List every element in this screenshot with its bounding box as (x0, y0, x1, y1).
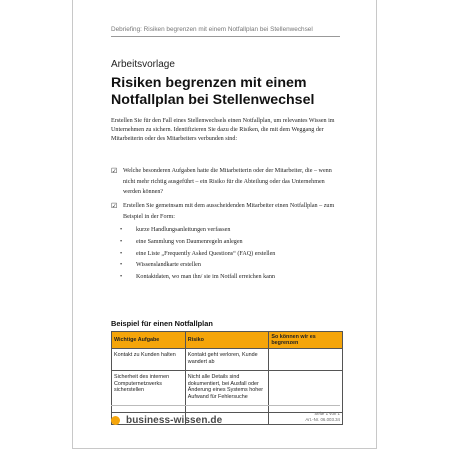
bullet-item (111, 260, 341, 272)
bullet-text: eine Sammlung von Daumenregeln anlegen (136, 238, 243, 245)
bullet-icon: • (120, 238, 123, 245)
bullet-icon: • (120, 250, 123, 257)
logo-dot-icon (111, 416, 120, 425)
table-cell (269, 349, 343, 371)
logo-text: business-wissen.de (126, 414, 223, 426)
page-info (305, 411, 340, 423)
bullet-text: kurze Handlungsanleitungen verfassen (136, 227, 231, 233)
checkbox-checked-icon: ☑ (111, 202, 118, 210)
checkbox-checked-icon: ☑ (111, 167, 118, 175)
bullet-item (111, 237, 341, 249)
table-cell: Sicherheit des internen Computernetzwerks sicherstellen (112, 371, 186, 413)
bullet-text: Kontaktdaten, wo man ihn/ sie im Notfall erreichen kann (136, 274, 275, 281)
bullet-item (111, 272, 341, 284)
check-item-text: Erstellen Sie gemeinsam mit dem ausscheidenden Mitarbeiter einen Notfallplan – zum Beispiel in der Form: (123, 203, 335, 220)
table-header-cell: So können wir es begrenzen (269, 332, 343, 349)
table-row (112, 349, 343, 371)
intro-text: Erstellen Sie für den Fall eines Stellenwechsels einen Notfallplan, um relevantes Wissen im Unternehmen zu sichern. Identifizieren Sie dazu die Risiken, die mit dem Weggang der Mitarbeiterin oder des Mitarbeiters verbunden sind: (111, 118, 335, 143)
document-page (72, 0, 377, 449)
table-row (112, 371, 343, 413)
bullet-item (111, 225, 341, 237)
brand-logo (111, 412, 222, 428)
check-item (111, 201, 341, 222)
bullet-list (111, 225, 341, 284)
page-number: Seite 1 von 1 (314, 411, 340, 416)
table-header-cell: Wichtige Aufgabe (112, 332, 186, 349)
table-header-cell: Risiko (185, 332, 269, 349)
table-cell: Nicht alle Details sind dokumentiert, bei Ausfall oder Änderung eines Systems hoher Aufwand für Fehlersuche (185, 371, 269, 413)
running-header: Debriefing: Risiken begrenzen mit einem Notfallplan bei Stellenwechsel (111, 26, 313, 33)
header-divider (111, 36, 340, 37)
check-item-text: Welche besonderen Aufgaben hatte die Mitarbeiterin oder der Mitarbeiter, die – wenn nicht mehr richtig ausgeführt – ein Risiko für die Abteilung oder das Unternehmen werden können? (123, 168, 332, 196)
bullet-text: Wissenslandkarte erstellen (136, 262, 201, 269)
title-line-1: Risiken begrenzen mit einem (111, 75, 307, 91)
document-title (111, 75, 351, 109)
table-cell (269, 371, 343, 413)
title-line-2: Notfallplan bei Stellenwechsel (111, 92, 315, 108)
document-type-label: Arbeitsvorlage (111, 59, 175, 70)
article-number: Art.-Nr. 06.003.34 (305, 417, 340, 422)
example-section-heading: Beispiel für einen Notfallplan (111, 319, 213, 328)
footer-divider (111, 405, 340, 406)
check-item (111, 166, 341, 198)
table-cell: Kontakt geht verloren, Kunde wandert ab (185, 349, 269, 371)
bullet-text: eine Liste „Frequently Asked Questions“ (FAQ) erstellen (136, 250, 276, 257)
bullet-icon: • (120, 262, 123, 269)
table-header-row (112, 332, 343, 349)
bullet-icon: • (120, 227, 123, 233)
bullet-item (111, 249, 341, 261)
intro-paragraph (111, 117, 341, 145)
table-cell: Kontakt zu Kunden halten (112, 349, 186, 371)
bullet-icon: • (120, 274, 123, 281)
